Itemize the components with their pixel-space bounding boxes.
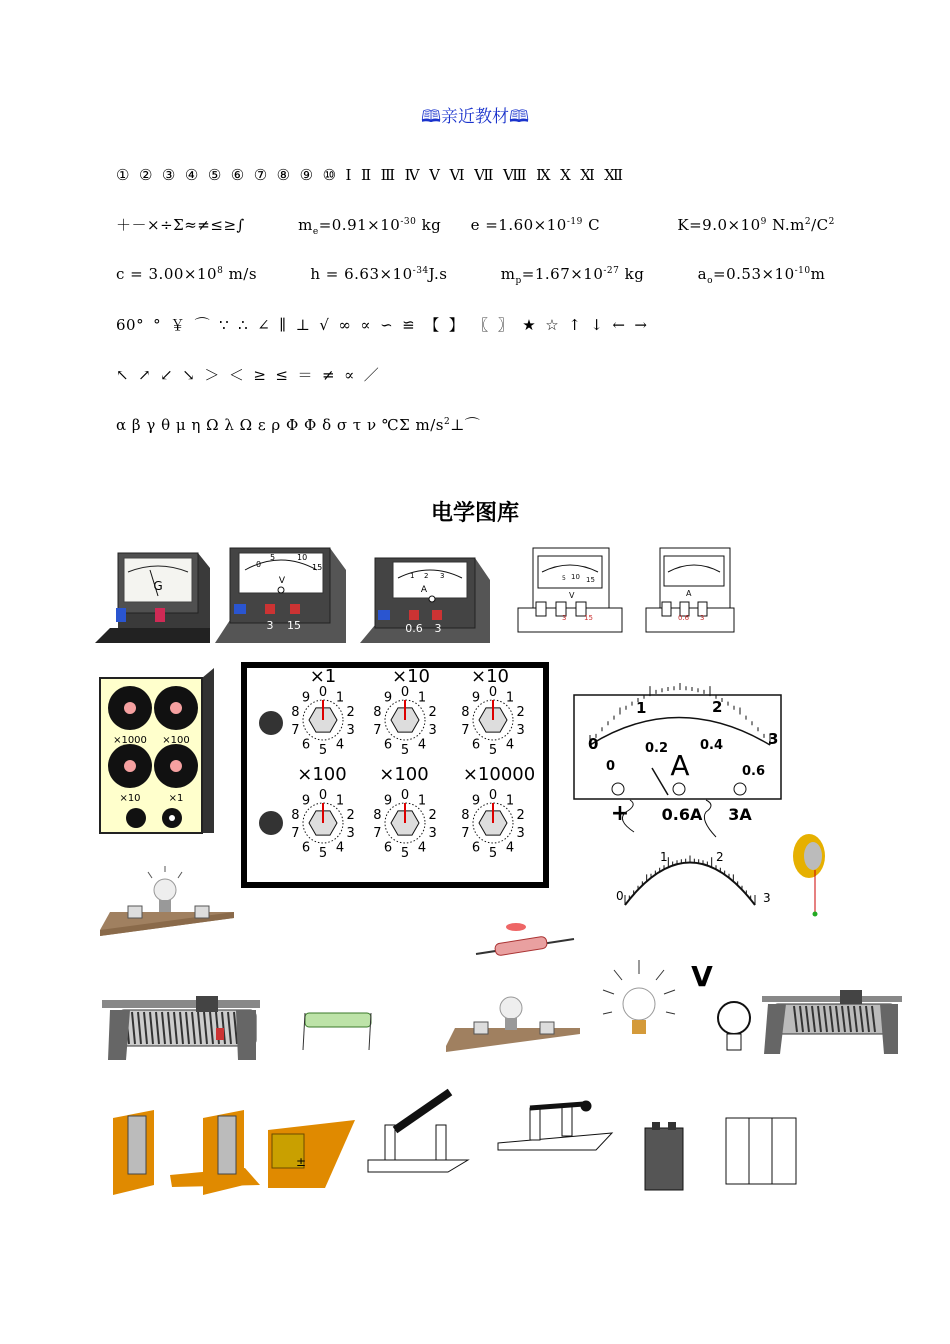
dial-digit: 6 — [301, 840, 311, 856]
arrows_rel-symbol: ＞ — [204, 366, 220, 384]
arrows_rel-symbol: ≤ — [275, 366, 289, 384]
misc-symbol: ∵ — [219, 316, 230, 334]
header-title: 亲近教材 — [441, 107, 509, 127]
svg-text:1: 1 — [636, 699, 647, 717]
misc-symbol: ∽ — [380, 316, 394, 334]
svg-text:3A: 3A — [728, 805, 752, 824]
circled_roman-symbol: ⑦ — [253, 166, 268, 184]
circled_roman-symbol: Ⅸ — [536, 166, 552, 184]
dial-digit: 6 — [383, 840, 393, 856]
circled_roman-symbol: ④ — [184, 166, 199, 184]
ammeter-image — [360, 558, 490, 643]
misc-symbol: 60° — [116, 316, 145, 334]
section-title: 电学图库 — [430, 501, 519, 526]
outline-bulb-image — [718, 1002, 750, 1050]
arrows_rel-symbol: ≠ — [322, 366, 336, 384]
dial-digit: 3 — [516, 723, 525, 738]
svg-text:0.6: 0.6 — [405, 622, 423, 635]
dial-digit: 4 — [417, 840, 427, 856]
circled_roman-symbol: Ⅲ — [380, 166, 396, 184]
misc-symbol: ∠ — [257, 316, 271, 334]
circled_roman-symbol: ⑥ — [230, 166, 245, 184]
circled_roman-symbol: ⑨ — [299, 166, 314, 184]
dial-digit: 4 — [335, 840, 345, 856]
svg-text:×100: ×100 — [297, 764, 347, 785]
circled_roman-symbol: ③ — [161, 166, 176, 184]
svg-text:+: + — [610, 801, 630, 826]
battery-pack-image — [726, 1118, 796, 1184]
circled_roman-symbol: Ⅺ — [580, 166, 596, 184]
rheostat-image — [102, 996, 260, 1060]
dial-digit: 3 — [516, 826, 525, 841]
svg-text:×10000: ×10000 — [462, 764, 536, 785]
resistance-box-large-image — [244, 665, 546, 885]
arc-scale-image — [616, 850, 771, 905]
svg-text:×1: ×1 — [168, 793, 184, 804]
dial-digit: 4 — [505, 737, 515, 753]
arrows_rel-symbol: ≥ — [253, 366, 267, 384]
dial-digit: 4 — [335, 737, 345, 753]
svg-text:5: 5 — [270, 553, 276, 562]
svg-text:1: 1 — [660, 850, 668, 864]
arrows_rel-symbol: ／ — [363, 366, 380, 384]
svg-text:3: 3 — [562, 614, 567, 622]
dial-digit: 7 — [373, 723, 382, 738]
dial-digit: 2 — [346, 705, 355, 720]
battery-image — [645, 1122, 683, 1190]
svg-text:15: 15 — [586, 576, 595, 584]
dial-digit: 1 — [505, 793, 515, 809]
svg-text:0.6: 0.6 — [742, 764, 766, 779]
dial-digit: 7 — [461, 826, 470, 841]
knife-switch-image — [113, 1110, 154, 1195]
resistor-image — [476, 923, 574, 956]
misc-symbol: ★ — [522, 316, 537, 334]
dial-digit: 3 — [428, 826, 437, 841]
arrows_rel-symbol: ↖ — [116, 366, 130, 384]
svg-text:×10: ×10 — [471, 666, 509, 687]
circled_roman-symbol: ⑩ — [322, 166, 337, 184]
svg-text:3: 3 — [440, 572, 445, 580]
const-e: $e =1.60\times 10^{-19}$ C — [470, 216, 601, 234]
dial-digit: 2 — [346, 808, 355, 823]
misc-symbol: ↑ — [568, 316, 582, 334]
svg-text:A: A — [686, 589, 692, 598]
dial-digit: 8 — [461, 705, 470, 720]
dial-digit: 7 — [373, 826, 382, 841]
dial-digit: 8 — [373, 808, 382, 823]
misc-symbol: ↓ — [590, 316, 604, 334]
misc-symbol: 〗 — [497, 316, 514, 334]
circled_roman-symbol: Ⅳ — [404, 166, 421, 184]
arrows_rel-symbol: ＝ — [297, 366, 314, 384]
svg-text:2: 2 — [424, 572, 429, 580]
const-a0: $a_o=0.53\times 10^{-10}m$ — [697, 265, 826, 286]
svg-text:±: ± — [296, 1155, 307, 1169]
dial-digit: 8 — [291, 705, 300, 720]
misc-symbol: 【 — [424, 316, 440, 334]
svg-text:2: 2 — [712, 698, 723, 716]
dial-digit: 6 — [471, 737, 481, 753]
arrows_rel-symbol: ↗ — [138, 366, 152, 384]
dial-digit: 1 — [335, 690, 345, 706]
single-switch-image — [498, 1101, 612, 1150]
dial-digit: 8 — [461, 808, 470, 823]
const-h: $h = 6.63\times 10^{-34}J.s$ — [310, 265, 448, 283]
svg-text:15: 15 — [287, 619, 301, 632]
svg-text:15: 15 — [312, 563, 323, 572]
dial-digit: 0 — [318, 685, 328, 700]
circled_roman-symbol: Ⅷ — [502, 166, 528, 184]
dial-digit: 1 — [417, 793, 427, 809]
dial-digit: 8 — [291, 808, 300, 823]
dial-digit: 2 — [428, 808, 437, 823]
ammeter-face-image — [574, 683, 781, 837]
svg-text:0: 0 — [256, 560, 262, 569]
misc-symbol: √ — [319, 316, 330, 334]
misc-symbol: ∝ — [360, 316, 372, 334]
misc-symbol: ∥ — [279, 316, 287, 334]
circled_roman-symbol: Ⅵ — [449, 166, 466, 184]
const-mp: $m_p=1.67\times 10^{-27}$ kg — [500, 265, 645, 286]
svg-text:A: A — [420, 585, 428, 595]
svg-text:3: 3 — [700, 614, 705, 622]
svg-text:15: 15 — [584, 614, 593, 622]
dial-digit: 5 — [488, 846, 498, 861]
dial-digit: 4 — [417, 737, 427, 753]
svg-text:3: 3 — [763, 891, 771, 905]
dial-digit: 7 — [461, 723, 470, 738]
arrows_rel-symbol: ↙ — [160, 366, 174, 384]
arrows_rel-symbol: ∝ — [344, 366, 355, 384]
circled_roman-symbol: ⑤ — [207, 166, 222, 184]
dial-digit: 0 — [318, 788, 328, 803]
misc-symbol: ← — [612, 316, 626, 334]
svg-text:×100: ×100 — [379, 764, 429, 785]
dial-digit: 7 — [291, 723, 300, 738]
dial-digit: 0 — [488, 685, 498, 700]
misc-symbol: 】 — [448, 316, 465, 334]
lamp-board-image — [100, 866, 234, 936]
circled_roman-symbol: Ⅴ — [429, 166, 441, 184]
svg-text:3: 3 — [768, 730, 779, 748]
dial-digit: 2 — [516, 808, 525, 823]
dial-digit: 2 — [516, 705, 525, 720]
voltmeter-image — [215, 548, 346, 643]
dial-digit: 1 — [417, 690, 427, 706]
svg-text:0.6A: 0.6A — [661, 805, 703, 824]
dial-digit: 5 — [488, 743, 498, 758]
misc-symbol: ≌ — [402, 316, 416, 334]
dial-digit: 3 — [346, 826, 355, 841]
svg-text:0: 0 — [588, 735, 599, 753]
dial-digit: 9 — [301, 793, 311, 809]
const-c: $c = 3.00\times 10^8$ m/s — [116, 265, 258, 283]
misc-symbol: 〖 — [473, 316, 489, 334]
svg-text:0: 0 — [616, 889, 624, 903]
misc-symbol: ∴ — [238, 316, 249, 334]
dial-digit: 4 — [505, 840, 515, 856]
dial-digit: 5 — [318, 743, 328, 758]
dial-digit: 9 — [301, 690, 311, 706]
misc-symbol: ∞ — [338, 316, 352, 334]
knife-switch-2-image — [170, 1110, 260, 1195]
dial-digit: 1 — [335, 793, 345, 809]
open-book-icon: 🕮 — [509, 107, 530, 127]
dial-digit: 9 — [471, 793, 481, 809]
dial-digit: 9 — [383, 690, 393, 706]
misc-symbol: → — [634, 316, 648, 334]
dial-digit: 9 — [383, 793, 393, 809]
galvanometer-symbol: G — [153, 579, 163, 593]
dial-digit: 6 — [301, 737, 311, 753]
circled_roman-symbol: Ⅹ — [560, 166, 572, 184]
pulley-image — [793, 834, 825, 917]
dial-digit: 7 — [291, 826, 300, 841]
dial-digit: 1 — [505, 690, 515, 706]
misc-symbol: ° — [153, 316, 162, 334]
circled_roman-symbol: ⑧ — [276, 166, 291, 184]
circled_roman-symbol: ② — [138, 166, 153, 184]
dial-digit: 6 — [383, 737, 393, 753]
svg-text:2: 2 — [716, 850, 724, 864]
glowing-bulb-image — [603, 960, 675, 1034]
math-ops: ＋－×÷Σ≈≠≤≥∫ — [116, 216, 245, 234]
circled_roman-symbol: Ⅱ — [360, 166, 372, 184]
dial-digit: 9 — [471, 690, 481, 706]
small-ammeter-image — [646, 548, 734, 632]
misc-symbol: ☆ — [545, 316, 560, 334]
dial-digit: 5 — [400, 743, 410, 758]
misc-symbol: ⊥ — [295, 316, 311, 334]
lamp-board-2-image — [446, 997, 580, 1052]
circled_roman-symbol: Ⅶ — [474, 166, 494, 184]
circled_roman-symbol: Ⅰ — [345, 166, 352, 184]
svg-text:×1: ×1 — [309, 666, 337, 687]
dial-digit: 6 — [471, 840, 481, 856]
svg-text:A: A — [670, 749, 690, 782]
svg-text:0.6: 0.6 — [678, 614, 690, 622]
svg-text:1: 1 — [410, 572, 415, 580]
svg-text:3: 3 — [434, 622, 442, 635]
dial-digit: 0 — [400, 788, 410, 803]
dial-digit: 5 — [400, 846, 410, 861]
const-k: $K=9.0\times 10^9$ $N.m^2/C^2$ — [677, 216, 835, 234]
dial-digit: 5 — [318, 846, 328, 861]
svg-text:V: V — [278, 576, 286, 586]
open-book-icon: 🕮 — [420, 107, 441, 127]
voltmeter-symbol-text: V — [691, 960, 713, 993]
svg-text:10: 10 — [297, 553, 308, 562]
svg-text:0.2: 0.2 — [645, 741, 669, 756]
rheostat-2-image — [762, 990, 902, 1054]
small-coil-image — [303, 1013, 371, 1050]
circled_roman-symbol: Ⅻ — [604, 166, 624, 184]
dial-digit: 0 — [400, 685, 410, 700]
svg-text:×100: ×100 — [162, 735, 190, 746]
double-switch-image — [368, 1092, 468, 1172]
resistance-box-small-image — [100, 668, 214, 833]
dial-digit: 3 — [428, 723, 437, 738]
dial-digit: 2 — [428, 705, 437, 720]
arrows_rel-symbol: ↘ — [182, 366, 196, 384]
svg-text:×1000: ×1000 — [113, 735, 147, 746]
dial-digit: 8 — [373, 705, 382, 720]
dial-digit: 3 — [346, 723, 355, 738]
arrows_rel-symbol: ＜ — [228, 366, 245, 384]
solenoid-board-image — [268, 1120, 355, 1188]
svg-text:10: 10 — [571, 573, 580, 581]
svg-text:0: 0 — [606, 759, 616, 774]
symbol-row-greek: α β γ θ μ η Ω λ Ω ε ρ Φ Φ δ σ τ ν ℃Σ $m/s^2\perp⌒$ — [116, 416, 481, 434]
svg-text:×10: ×10 — [119, 793, 141, 804]
misc-symbol: ￥ — [170, 316, 186, 334]
small-voltmeter-image — [518, 548, 622, 632]
svg-text:0.4: 0.4 — [700, 738, 724, 753]
galvanometer-image — [95, 553, 210, 643]
svg-text:×10: ×10 — [392, 666, 430, 687]
svg-text:V: V — [569, 591, 575, 600]
misc-symbol: ⌒ — [194, 316, 211, 334]
svg-text:3: 3 — [266, 619, 274, 632]
svg-text:5: 5 — [562, 575, 566, 582]
dial-digit: 0 — [488, 788, 498, 803]
circled_roman-symbol: ① — [116, 166, 130, 184]
const-me: $m_e=0.91\times 10^{-30}$ kg — [298, 216, 442, 237]
